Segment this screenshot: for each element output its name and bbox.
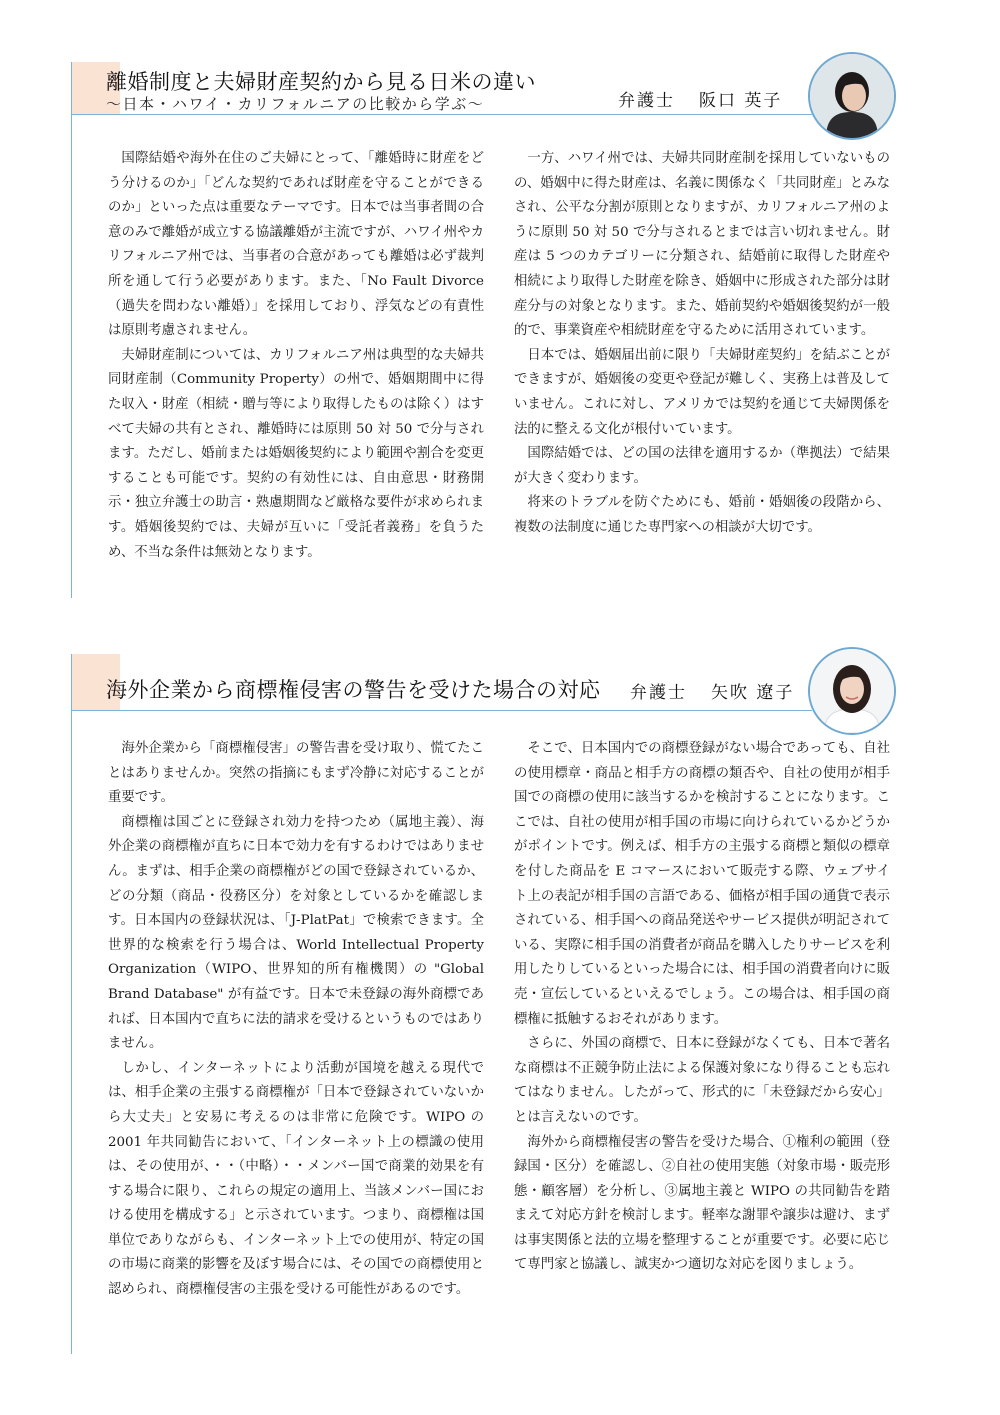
author-byline <box>630 678 794 703</box>
left-column <box>108 737 484 1303</box>
left-rule <box>71 62 72 598</box>
article-title: 海外企業から商標権侵害の警告を受けた場合の対応 <box>106 678 601 702</box>
paragraph: 海外から商標権侵害の警告を受けた場合、①権利の範囲（登録国・区分）を確認し、②自社の使用実態（対象市場・販売形態・顧客層）を分析し、③属地主義と WIPO の共同勧告を踏まえて対応方針を検討します。軽率な謝罪や譲歩は避け、まずは事実関係と法的立場を整理することが重要です。必要に応じて専門家と協議し、誠実かつ適切な対応を図りましょう。 <box>514 1134 890 1273</box>
paragraph: さらに、外国の商標で、日本に登録がなくても、日本で著名な商標は不正競争防止法による保護対象になり得ることも忘れてはなりません。したがって、形式的に「未登録だから安心」とは言えないのです。 <box>514 1036 890 1125</box>
article-divorce-property <box>0 0 1000 600</box>
author-photo <box>808 52 896 140</box>
paragraph: 夫婦財産制については、カリフォルニア州は典型的な夫婦共同財産制（Community Property）の州で、婚姻期間中に得た収入・財産（相続・贈与等により取得したものは除く）はすべて夫婦の共有とされ、離婚時には原則 50 対 50 で分与されます。ただし、婚前または婚姻後契約により範囲や割合を変更することも可能です。契約の有効性には、自由意思・財務開示・独立弁護士の助言・熟慮期間など厳格な要件が求められます。婚姻後契約では、夫婦が互いに「受託者義務」を負うため、不当な条件は無効となります。 <box>108 347 484 560</box>
author-portrait-image <box>810 649 894 733</box>
author-portrait-image <box>810 54 894 138</box>
author-photo <box>808 647 896 735</box>
author-name: 阪口 英子 <box>699 91 783 111</box>
paragraph: 商標権は国ごとに登録され効力を持つため（属地主義）、海外企業の商標権が直ちに日本で効力を有するわけではありません。まずは、相手企業の商標権がどの国で登録されているか、どの分類（商品・役務区分）を対象としているかを確認します。日本国内の登録状況は、「J-PlatPat」で検索できます。全世界的な検索を行う場合は、World Intellectual Property Organization（WIPO、世界知的所有権機関）の "Global Brand Database" が有益です。日本で未登録の海外商標であれば、日本国内で直ちに法的請求を受けるというものではありません。 <box>108 814 484 1052</box>
article-title: 離婚制度と夫婦財産契約から見る日米の違い <box>106 70 536 94</box>
title-underline <box>72 114 812 115</box>
author-byline <box>618 86 782 111</box>
author-role: 弁護士 <box>618 91 675 111</box>
article-subtitle: ～日本・ハワイ・カリフォルニアの比較から学ぶ～ <box>106 95 485 113</box>
right-column <box>514 737 890 1278</box>
title-underline <box>72 710 812 711</box>
left-rule <box>71 654 72 1354</box>
author-name: 矢吹 遼子 <box>711 683 795 703</box>
article-trademark-warning <box>0 640 1000 1360</box>
author-role: 弁護士 <box>630 683 687 703</box>
paragraph: そこで、日本国内での商標登録がない場合であっても、自社の使用標章・商品と相手方の商標の類否や、自社の使用が相手国での商標の使用に該当するかを検討することになります。ここでは、自社の使用が相手国の市場に向けられているかどうかがポイントです。例えば、相手方の主張する商標と類似の標章を付した商品を E コマースにおいて販売する際、ウェブサイト上の表記が相手国の言語である、価格が相手国の通貨で表示されている、相手国への商品発送やサービス提供が明記されている、実際に相手国の消費者が商品を購入したりサービスを利用したりしているといった場合には、相手国の消費者向けに販売・宣伝しているといえるでしょう。この場合は、相手国の商標権に抵触するおそれがあります。 <box>514 741 890 1027</box>
paragraph: 国際結婚では、どの国の法律を適用するか（準拠法）で結果が大きく変わります。 <box>514 446 890 486</box>
paragraph: 将来のトラブルを防ぐためにも、婚前・婚姻後の段階から、複数の法制度に通じた専門家への相談が大切です。 <box>514 495 890 535</box>
paragraph: 日本では、婚姻届出前に限り「夫婦財産契約」を結ぶことができますが、婚姻後の変更や登記が難しく、実務上は普及していません。これに対し、アメリカでは契約を通じて夫婦関係を法的に整える文化が根付いています。 <box>514 347 890 437</box>
paragraph: 一方、ハワイ州では、夫婦共同財産制を採用していないものの、婚姻中に得た財産は、名義に関係なく「共同財産」とみなされ、公平な分割が原則となりますが、カリフォルニア州のように原則 50 対 50 で分与されるとまでは言い切れません。財産は 5 つのカテゴリーに分類され、結婚前に取得した財産や相続により取得した財産を除き、婚姻中に形成された部分は財産分与の対象となります。また、婚前契約や婚姻後契約が一般的で、事業資産や相続財産を守るために活用されています。 <box>514 151 890 339</box>
left-column <box>108 147 484 565</box>
paragraph: しかし、インターネットにより活動が国境を越える現代では、相手企業の主張する商標権が「日本で登録されていないから大丈夫」と安易に考えるのは非常に危険です。WIPO の 2001 年共同勧告において、「インターネット上の標識の使用は、その使用が、・・（中略）・・メンバー国で商業的効果を有する場合に限り、これらの規定の適用上、当該メンバー国における使用を構成する」と示されています。つまり、商標権は国単位でありながらも、インターネット上での使用が、特定の国の市場に商業的影響を及ぼす場合には、その国での商標使用と認められ、商標権侵害の主張を受ける可能性があるのです。 <box>108 1060 484 1298</box>
right-column <box>514 147 890 541</box>
paragraph: 海外企業から「商標権侵害」の警告書を受け取り、慌てたことはありませんか。突然の指摘にもまず冷静に対応することが重要です。 <box>108 741 484 806</box>
paragraph: 国際結婚や海外在住のご夫婦にとって、「離婚時に財産をどう分けるのか」「どんな契約であれば財産を守ることができるのか」といった点は重要なテーマです。日本では当事者間の合意のみで離婚が成立する協議離婚が主流ですが、ハワイ州やカリフォルニア州では、当事者の合意があっても離婚は必ず裁判所を通して行う必要があります。また、「No Fault Divorce（過失を問わない離婚）」を採用しており、浮気などの有責性は原則考慮されません。 <box>108 151 484 339</box>
